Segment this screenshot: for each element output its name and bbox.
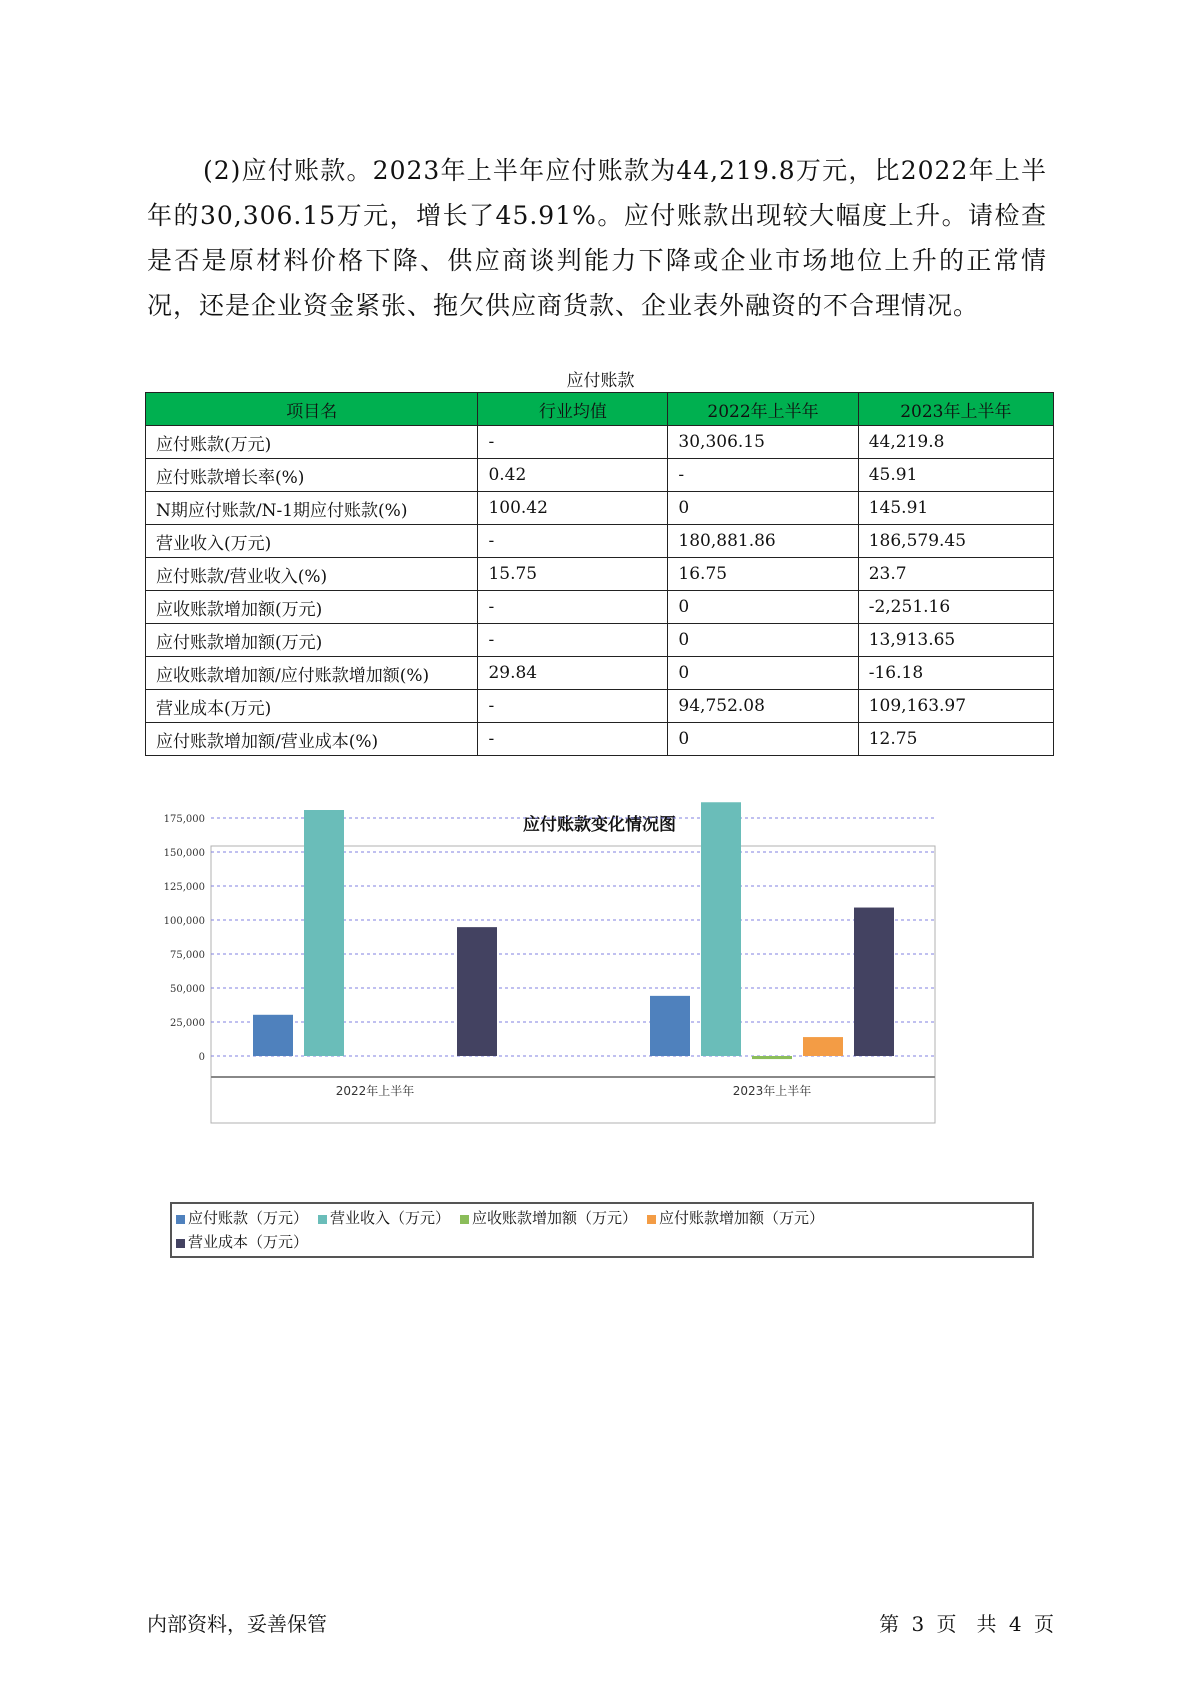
legend-label: 营业成本（万元） <box>188 1233 309 1251</box>
table-cell: 44,219.8 <box>858 426 1053 459</box>
table-cell: - <box>478 624 668 657</box>
table-row <box>146 657 1054 690</box>
bar-2-2022年上半年 <box>304 810 344 1056</box>
table-cell: 30,306.15 <box>668 426 858 459</box>
table-cell: 0 <box>668 723 858 756</box>
table-cell: - <box>478 723 668 756</box>
legend-row <box>172 1206 1032 1230</box>
table-row <box>146 558 1054 591</box>
y-tick-label: 0 <box>198 1052 205 1063</box>
legend-swatch <box>176 1239 185 1248</box>
footer-confidential-note: 内部资料，妥善保管 <box>147 1612 327 1636</box>
table-row <box>146 492 1054 525</box>
table-cell: 0 <box>668 624 858 657</box>
table-cell: 94,752.08 <box>668 690 858 723</box>
legend-item <box>176 1230 308 1254</box>
table-cell: 13,913.65 <box>858 624 1053 657</box>
table-cell: 应付账款增加额/营业成本(%) <box>146 723 478 756</box>
table-cell: 应付账款增长率(%) <box>146 459 478 492</box>
table-cell: 0 <box>668 591 858 624</box>
legend-item <box>318 1206 450 1230</box>
table-cell: 应收账款增加额(万元) <box>146 591 478 624</box>
table-cell: 营业成本(万元) <box>146 690 478 723</box>
table-cell: - <box>668 459 858 492</box>
y-tick-label: 75,000 <box>170 950 205 961</box>
x-tick-label: 2023年上半年 <box>732 1084 812 1098</box>
payables-table <box>145 392 1054 756</box>
table-cell: 145.91 <box>858 492 1053 525</box>
legend-item <box>460 1206 637 1230</box>
table-cell: 16.75 <box>668 558 858 591</box>
table-cell: 应付账款/营业收入(%) <box>146 558 478 591</box>
table-cell: -2,251.16 <box>858 591 1053 624</box>
table-row <box>146 525 1054 558</box>
header-industry-avg: 行业均值 <box>478 393 668 426</box>
y-tick-label: 175,000 <box>163 814 205 825</box>
y-tick-label: 125,000 <box>163 882 205 893</box>
table-cell: - <box>478 525 668 558</box>
table-cell: 186,579.45 <box>858 525 1053 558</box>
legend-row <box>172 1230 1032 1254</box>
legend-swatch <box>460 1215 469 1224</box>
y-tick-label: 50,000 <box>170 984 205 995</box>
table-cell: 应付账款(万元) <box>146 426 478 459</box>
header-2022h1: 2022年上半年 <box>668 393 858 426</box>
bar-3-2023年上半年 <box>752 1056 792 1059</box>
y-tick-label: 150,000 <box>163 848 205 859</box>
legend-label: 应付账款增加额（万元） <box>659 1209 825 1227</box>
table-cell: N期应付账款/N-1期应付账款(%) <box>146 492 478 525</box>
table-cell: 营业收入(万元) <box>146 525 478 558</box>
bar-5-2022年上半年 <box>457 927 497 1056</box>
header-2023h1: 2023年上半年 <box>858 393 1053 426</box>
table-row <box>146 426 1054 459</box>
x-tick-label: 2022年上半年 <box>335 1084 415 1098</box>
table-row <box>146 591 1054 624</box>
table-row <box>146 690 1054 723</box>
table-cell: 0.42 <box>478 459 668 492</box>
table-cell: 29.84 <box>478 657 668 690</box>
table-cell: 应付账款增加额(万元) <box>146 624 478 657</box>
body-paragraph: (2)应付账款。2023年上半年应付账款为44,219.8万元，比2022年上半年的30,306.15万元，增长了45.91%。应付账款出现较大幅度上升。请检查是否是原材料价格下降、供应商谈判能力下降或企业市场地位上升的正常情况，还是企业资金紧张、拖欠供应商货款、企业表外融资的不合理情况。 <box>147 156 1047 320</box>
legend-label: 应收账款增加额（万元） <box>472 1209 638 1227</box>
bar-4-2023年上半年 <box>803 1037 843 1056</box>
table-cell: 12.75 <box>858 723 1053 756</box>
y-tick-label: 25,000 <box>170 1018 205 1029</box>
table-row <box>146 459 1054 492</box>
table-cell: 0 <box>668 492 858 525</box>
y-tick-label: 100,000 <box>163 916 205 927</box>
table-cell: 109,163.97 <box>858 690 1053 723</box>
table-row <box>146 624 1054 657</box>
legend-swatch <box>318 1215 327 1224</box>
footer-page-number: 第 3 页 共 4 页 <box>879 1612 1054 1636</box>
table-header-row <box>146 393 1054 426</box>
table-cell: - <box>478 690 668 723</box>
table-cell: 23.7 <box>858 558 1053 591</box>
bar-1-2022年上半年 <box>253 1015 293 1056</box>
table-cell: - <box>478 426 668 459</box>
bar-1-2023年上半年 <box>650 996 690 1056</box>
table-cell: 45.91 <box>858 459 1053 492</box>
table-row <box>146 723 1054 756</box>
header-item-name: 项目名 <box>146 393 478 426</box>
bar-2-2023年上半年 <box>701 802 741 1056</box>
table-cell: 100.42 <box>478 492 668 525</box>
legend-item <box>647 1206 824 1230</box>
legend-swatch <box>176 1215 185 1224</box>
table-cell: - <box>478 591 668 624</box>
table-cell: 180,881.86 <box>668 525 858 558</box>
table-cell: 应收账款增加额/应付账款增加额(%) <box>146 657 478 690</box>
table-caption: 应付账款 <box>566 371 635 391</box>
table-cell: 0 <box>668 657 858 690</box>
bar-5-2023年上半年 <box>854 908 894 1056</box>
table-body <box>146 426 1054 756</box>
table-cell: -16.18 <box>858 657 1053 690</box>
legend-item <box>176 1206 308 1230</box>
chart-legend <box>170 1202 1034 1258</box>
legend-swatch <box>647 1215 656 1224</box>
chart-title: 应付账款变化情况图 <box>523 815 676 835</box>
legend-label: 营业收入（万元） <box>330 1209 451 1227</box>
table-cell: 15.75 <box>478 558 668 591</box>
legend-label: 应付账款（万元） <box>188 1209 309 1227</box>
